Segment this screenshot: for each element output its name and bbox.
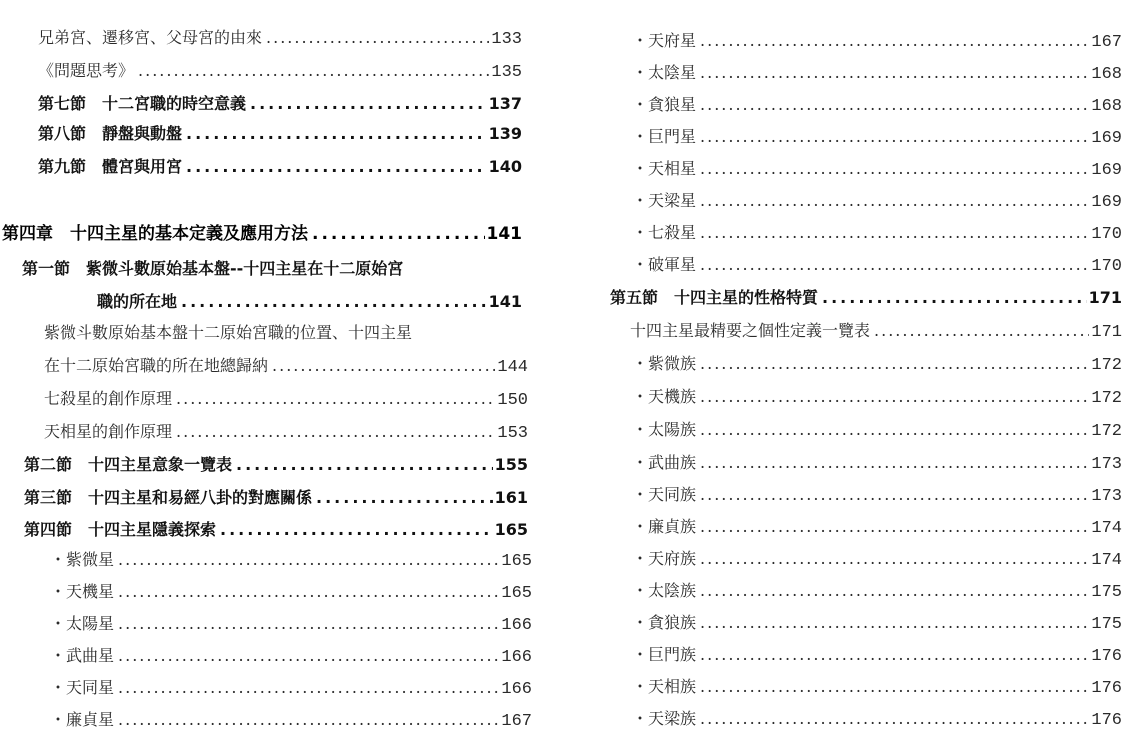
dot-leader bbox=[700, 577, 1089, 605]
toc-entry-title: 第八節 靜盤與動盤 bbox=[38, 124, 183, 143]
toc-entry-page: 135 bbox=[491, 63, 522, 82]
toc-entry-page: 165 bbox=[501, 552, 532, 571]
toc-entry-page: 141 bbox=[486, 224, 522, 244]
toc-entry bbox=[632, 350, 1122, 378]
dot-leader bbox=[700, 155, 1089, 183]
toc-section-entry bbox=[38, 153, 522, 181]
toc-entry bbox=[632, 449, 1122, 477]
toc-entry-title: 第五節 十四主星的性格特質 bbox=[610, 288, 819, 307]
toc-entry-page: 171 bbox=[1088, 288, 1122, 307]
dot-leader bbox=[700, 219, 1089, 247]
dot-leader bbox=[312, 220, 485, 248]
toc-entry-page: 168 bbox=[1091, 97, 1122, 116]
dot-leader bbox=[118, 706, 499, 734]
toc-entry bbox=[632, 219, 1122, 247]
toc-entry-page: 155 bbox=[494, 455, 528, 474]
dot-leader bbox=[700, 641, 1089, 669]
toc-section-entry bbox=[38, 120, 522, 148]
toc-entry-title: ・貪狼族 bbox=[632, 613, 697, 632]
toc-entry bbox=[632, 383, 1122, 411]
dot-leader bbox=[118, 578, 499, 606]
toc-entry-title: 兄弟宮、遷移宮、父母宮的由來 bbox=[38, 28, 263, 47]
toc-entry-title: ・天機族 bbox=[632, 387, 697, 406]
toc-chapter-entry bbox=[2, 220, 522, 248]
dot-leader bbox=[700, 449, 1089, 477]
toc-entry-page: 175 bbox=[1091, 583, 1122, 602]
dot-leader bbox=[700, 350, 1089, 378]
toc-entry-page: 170 bbox=[1091, 257, 1122, 276]
dot-leader bbox=[186, 120, 487, 148]
toc-entry-continuation bbox=[44, 352, 528, 380]
toc-section-entry bbox=[610, 284, 1122, 312]
toc-entry-title: 第四節 十四主星隱義探索 bbox=[24, 520, 217, 539]
toc-entry-page: 176 bbox=[1091, 711, 1122, 730]
dot-leader bbox=[316, 484, 493, 512]
dot-leader bbox=[874, 317, 1089, 345]
toc-entry-title: 天相星的創作原理 bbox=[44, 422, 173, 441]
toc-entry-title: ・太陰星 bbox=[632, 63, 697, 82]
toc-entry-title: ・太陽星 bbox=[50, 614, 115, 633]
toc-section-entry bbox=[38, 90, 522, 118]
toc-entry-title: ・破軍星 bbox=[632, 255, 697, 274]
toc-entry-page: 169 bbox=[1091, 129, 1122, 148]
toc-entry-title: ・天梁族 bbox=[632, 709, 697, 728]
toc-entry-title: ・貪狼星 bbox=[632, 95, 697, 114]
toc-entry-title: ・天機星 bbox=[50, 582, 115, 601]
dot-leader bbox=[250, 90, 487, 118]
toc-entry bbox=[632, 577, 1122, 605]
toc-entry-title: ・天府族 bbox=[632, 549, 697, 568]
dot-leader bbox=[700, 705, 1089, 733]
toc-entry bbox=[632, 673, 1122, 701]
toc-entry bbox=[50, 706, 532, 734]
toc-entry-page: 166 bbox=[501, 616, 532, 635]
dot-leader bbox=[700, 27, 1089, 55]
dot-leader bbox=[700, 416, 1089, 444]
dot-leader bbox=[118, 674, 499, 702]
dot-leader bbox=[700, 513, 1089, 541]
toc-entry-title: ・太陽族 bbox=[632, 420, 697, 439]
toc-entry bbox=[632, 27, 1122, 55]
toc-section-entry bbox=[22, 255, 522, 283]
toc-entry-page: 176 bbox=[1091, 679, 1122, 698]
toc-entry-title: 紫微斗數原始基本盤十二原始宮職的位置、十四主星 bbox=[44, 323, 413, 342]
toc-section-entry bbox=[24, 516, 528, 544]
dot-leader bbox=[700, 545, 1089, 573]
dot-leader bbox=[272, 352, 495, 380]
dot-leader bbox=[176, 418, 495, 446]
toc-entry-title: ・廉貞星 bbox=[50, 710, 115, 729]
dot-leader bbox=[118, 642, 499, 670]
toc-section-entry bbox=[24, 451, 528, 479]
toc-entry-page: 171 bbox=[1091, 323, 1122, 342]
toc-entry bbox=[632, 187, 1122, 215]
toc-entry bbox=[50, 546, 532, 574]
toc-entry-page: 173 bbox=[1091, 455, 1122, 474]
toc-entry bbox=[632, 481, 1122, 509]
toc-entry-title: 第三節 十四主星和易經八卦的對應關係 bbox=[24, 488, 313, 507]
toc-entry bbox=[632, 705, 1122, 733]
toc-entry bbox=[50, 674, 532, 702]
dot-leader bbox=[236, 451, 493, 479]
toc-entry-title: ・七殺星 bbox=[632, 223, 697, 242]
toc-entry-title: ・天相族 bbox=[632, 677, 697, 696]
toc-entry-page: 175 bbox=[1091, 615, 1122, 634]
toc-entry bbox=[632, 416, 1122, 444]
toc-entry bbox=[632, 59, 1122, 87]
toc-entry-title: ・紫微族 bbox=[632, 354, 697, 373]
dot-leader bbox=[700, 251, 1089, 279]
dot-leader bbox=[700, 673, 1089, 701]
dot-leader bbox=[700, 609, 1089, 637]
toc-entry-page: 167 bbox=[1091, 33, 1122, 52]
toc-entry-page: 140 bbox=[488, 157, 522, 176]
dot-leader bbox=[700, 91, 1089, 119]
toc-entry-title: ・天同星 bbox=[50, 678, 115, 697]
toc-entry-page: 161 bbox=[494, 488, 528, 507]
toc-entry-title: 第二節 十四主星意象一覽表 bbox=[24, 455, 233, 474]
toc-entry-title: 十四主星最精要之個性定義一覽表 bbox=[630, 321, 871, 340]
toc-entry-page: 137 bbox=[488, 94, 522, 113]
toc-entry bbox=[44, 385, 528, 413]
toc-entry-page: 165 bbox=[494, 520, 528, 539]
toc-entry-page: 141 bbox=[488, 292, 522, 311]
toc-entry-page: 170 bbox=[1091, 225, 1122, 244]
toc-entry-title: 第七節 十二宮職的時空意義 bbox=[38, 94, 247, 113]
dot-leader bbox=[176, 385, 495, 413]
toc-entry bbox=[632, 545, 1122, 573]
toc-section-entry bbox=[24, 484, 528, 512]
toc-entry-page: 150 bbox=[497, 391, 528, 410]
dot-leader bbox=[700, 383, 1089, 411]
toc-entry bbox=[632, 91, 1122, 119]
dot-leader bbox=[700, 187, 1089, 215]
toc-entry bbox=[632, 641, 1122, 669]
toc-entry bbox=[38, 57, 522, 85]
toc-entry-title: ・武曲星 bbox=[50, 646, 115, 665]
toc-entry-page: 153 bbox=[497, 424, 528, 443]
toc-entry bbox=[632, 513, 1122, 541]
toc-entry-page: 174 bbox=[1091, 551, 1122, 570]
dot-leader bbox=[118, 546, 499, 574]
toc-entry bbox=[50, 642, 532, 670]
toc-entry bbox=[44, 319, 522, 347]
dot-leader bbox=[700, 59, 1089, 87]
toc-entry bbox=[632, 155, 1122, 183]
toc-entry-page: 172 bbox=[1091, 422, 1122, 441]
toc-entry bbox=[632, 123, 1122, 151]
toc-entry-page: 144 bbox=[497, 358, 528, 377]
toc-entry-title: ・巨門族 bbox=[632, 645, 697, 664]
toc-entry-title: 職的所在地 bbox=[97, 292, 178, 311]
toc-entry-title: ・天同族 bbox=[632, 485, 697, 504]
dot-leader bbox=[700, 123, 1089, 151]
toc-entry bbox=[50, 610, 532, 638]
dot-leader bbox=[138, 57, 489, 85]
toc-entry-title: ・太陰族 bbox=[632, 581, 697, 600]
toc-entry bbox=[44, 418, 528, 446]
dot-leader bbox=[220, 516, 493, 544]
toc-entry-title: 七殺星的創作原理 bbox=[44, 389, 173, 408]
toc-entry-title: ・武曲族 bbox=[632, 453, 697, 472]
dot-leader bbox=[266, 24, 489, 52]
toc-entry-title: ・巨門星 bbox=[632, 127, 697, 146]
toc-entry-page: 166 bbox=[501, 680, 532, 699]
toc-entry-title: 第一節 紫微斗數原始基本盤--十四主星在十二原始宮 bbox=[22, 259, 404, 278]
toc-entry bbox=[630, 317, 1122, 345]
toc-entry-page: 172 bbox=[1091, 389, 1122, 408]
dot-leader bbox=[700, 481, 1089, 509]
toc-entry-page: 167 bbox=[501, 712, 532, 731]
toc-entry-page: 176 bbox=[1091, 647, 1122, 666]
toc-entry-page: 172 bbox=[1091, 356, 1122, 375]
toc-entry-page: 139 bbox=[488, 124, 522, 143]
toc-entry-page: 169 bbox=[1091, 161, 1122, 180]
toc-entry-title: ・天梁星 bbox=[632, 191, 697, 210]
dot-leader bbox=[118, 610, 499, 638]
toc-entry bbox=[632, 609, 1122, 637]
toc-entry-title: 第九節 體宮與用宮 bbox=[38, 157, 183, 176]
toc-entry-title: ・天相星 bbox=[632, 159, 697, 178]
toc-entry-title: ・廉貞族 bbox=[632, 517, 697, 536]
dot-leader bbox=[822, 284, 1087, 312]
toc-entry-page: 174 bbox=[1091, 519, 1122, 538]
toc-entry-page: 173 bbox=[1091, 487, 1122, 506]
toc-entry-page: 168 bbox=[1091, 65, 1122, 84]
toc-entry bbox=[38, 24, 522, 52]
toc-entry-title: ・紫微星 bbox=[50, 550, 115, 569]
toc-entry-page: 166 bbox=[501, 648, 532, 667]
toc-entry-title: 《問題思考》 bbox=[38, 61, 135, 80]
dot-leader bbox=[186, 153, 487, 181]
toc-entry-title: 第四章 十四主星的基本定義及應用方法 bbox=[2, 224, 308, 244]
toc-section-entry-continuation bbox=[97, 288, 522, 316]
toc-entry-page: 165 bbox=[501, 584, 532, 603]
toc-entry-page: 169 bbox=[1091, 193, 1122, 212]
toc-entry bbox=[632, 251, 1122, 279]
dot-leader bbox=[181, 288, 487, 316]
toc-entry-title: 在十二原始宮職的所在地總歸納 bbox=[44, 356, 269, 375]
toc-entry-title: ・天府星 bbox=[632, 31, 697, 50]
toc-entry bbox=[50, 578, 532, 606]
toc-entry-page: 133 bbox=[491, 30, 522, 49]
